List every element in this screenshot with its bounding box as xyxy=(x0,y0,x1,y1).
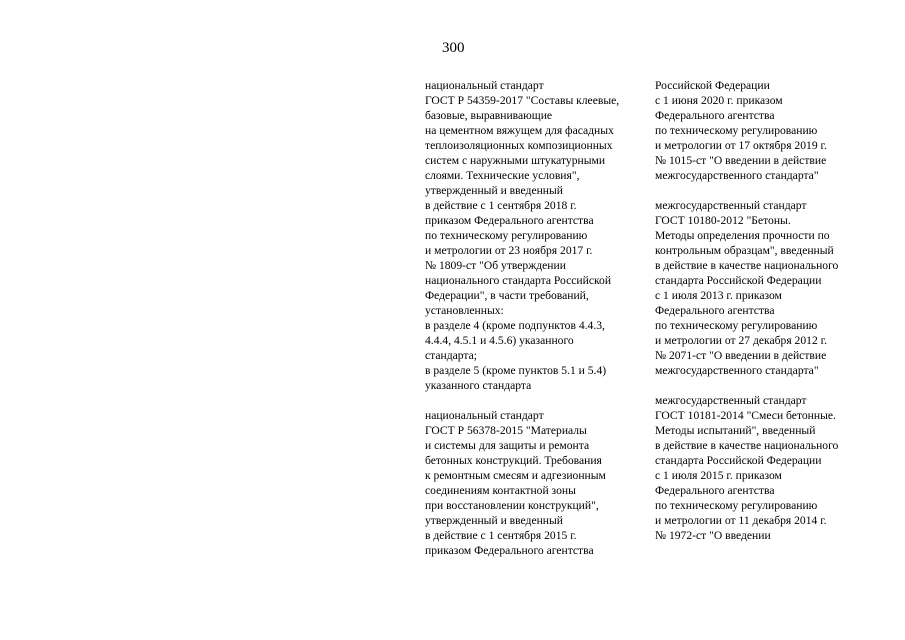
text-line: указанного стандарта xyxy=(425,379,532,392)
text-line: № 2071-ст "О введении в действие xyxy=(655,349,827,362)
text-line: к ремонтным смесям и адгезионным xyxy=(425,469,606,482)
text-line: № 1015-ст "О введении в действие xyxy=(655,154,827,167)
right-column xyxy=(655,78,895,543)
paragraph-gap xyxy=(655,183,895,198)
text-line: в разделе 4 (кроме подпунктов 4.4.3, xyxy=(425,319,605,332)
text-line: Федерального агентства xyxy=(655,304,775,317)
text-line: 4.4.4, 4.5.1 и 4.5.6) указанного xyxy=(425,334,574,347)
text-line: теплоизоляционных композиционных xyxy=(425,139,613,152)
text-line: Федерации", в части требований, xyxy=(425,289,589,302)
text-line: по техническому регулированию xyxy=(655,319,818,332)
text-line: стандарта Российской Федерации xyxy=(655,454,822,467)
text-line: и метрологии от 27 декабря 2012 г. xyxy=(655,334,827,347)
standard-entry xyxy=(655,198,895,378)
text-line: слоями. Технические условия", xyxy=(425,169,580,182)
text-line: межгосударственный стандарт xyxy=(655,199,807,212)
text-line: соединениям контактной зоны xyxy=(425,484,576,497)
text-line: приказом Федерального агентства xyxy=(425,544,594,557)
text-line: установленных: xyxy=(425,304,504,317)
text-line: утвержденный и введенный xyxy=(425,514,563,527)
text-line: межгосударственного стандарта" xyxy=(655,364,819,377)
text-line: и метрологии от 23 ноября 2017 г. xyxy=(425,244,593,257)
text-line: Методы определения прочности по xyxy=(655,229,830,242)
text-line: с 1 июля 2015 г. приказом xyxy=(655,469,782,482)
text-line: утвержденный и введенный xyxy=(425,184,563,197)
text-line: при восстановлении конструкций", xyxy=(425,499,599,512)
text-line: в действие в качестве национального xyxy=(655,439,839,452)
text-line: и метрологии от 11 декабря 2014 г. xyxy=(655,514,827,527)
standard-entry xyxy=(655,393,895,543)
text-line: бетонных конструкций. Требования xyxy=(425,454,602,467)
text-line: в действие в качестве национального xyxy=(655,259,839,272)
text-line: по техническому регулированию xyxy=(655,124,818,137)
text-line: межгосударственный стандарт xyxy=(655,394,807,407)
left-column xyxy=(425,78,647,558)
text-line: в действие с 1 сентября 2018 г. xyxy=(425,199,577,212)
text-line: приказом Федерального агентства xyxy=(425,214,594,227)
text-line: Методы испытаний", введенный xyxy=(655,424,816,437)
text-line: по техническому регулированию xyxy=(425,229,588,242)
text-line: на цементном вяжущем для фасадных xyxy=(425,124,614,137)
text-line: в разделе 5 (кроме пунктов 5.1 и 5.4) xyxy=(425,364,607,377)
page-number: 300 xyxy=(442,40,465,56)
text-line: ГОСТ 10180-2012 "Бетоны. xyxy=(655,214,791,227)
text-line: Федерального агентства xyxy=(655,109,775,122)
text-line: и метрологии от 17 октября 2019 г. xyxy=(655,139,827,152)
text-line: № 1809-ст "Об утверждении xyxy=(425,259,566,272)
text-line: контрольным образцам", введенный xyxy=(655,244,834,257)
text-line: национального стандарта Российской xyxy=(425,274,612,287)
text-line: ГОСТ Р 56378-2015 "Материалы xyxy=(425,424,587,437)
paragraph-gap xyxy=(425,393,647,408)
text-line: ГОСТ Р 54359-2017 "Составы клеевые, xyxy=(425,94,620,107)
paragraph-gap xyxy=(655,378,895,393)
text-line: по техническому регулированию xyxy=(655,499,818,512)
text-line: и системы для защиты и ремонта xyxy=(425,439,590,452)
text-line: Российской Федерации xyxy=(655,79,770,92)
text-line: национальный стандарт xyxy=(425,409,544,422)
text-line: в действие с 1 сентября 2015 г. xyxy=(425,529,577,542)
text-line: стандарта Российской Федерации xyxy=(655,274,822,287)
text-line: стандарта; xyxy=(425,349,477,362)
standard-entry xyxy=(655,78,895,183)
standard-entry xyxy=(425,78,647,393)
text-line: базовые, выравнивающие xyxy=(425,109,553,122)
text-line: Федерального агентства xyxy=(655,484,775,497)
text-line: систем с наружными штукатурными xyxy=(425,154,606,167)
text-line: межгосударственного стандарта" xyxy=(655,169,819,182)
text-line: с 1 июля 2013 г. приказом xyxy=(655,289,782,302)
text-line: национальный стандарт xyxy=(425,79,544,92)
text-line: с 1 июня 2020 г. приказом xyxy=(655,94,783,107)
standard-entry xyxy=(425,408,647,558)
text-line: № 1972-ст "О введении xyxy=(655,529,771,542)
text-line: ГОСТ 10181-2014 "Смеси бетонные. xyxy=(655,409,836,422)
